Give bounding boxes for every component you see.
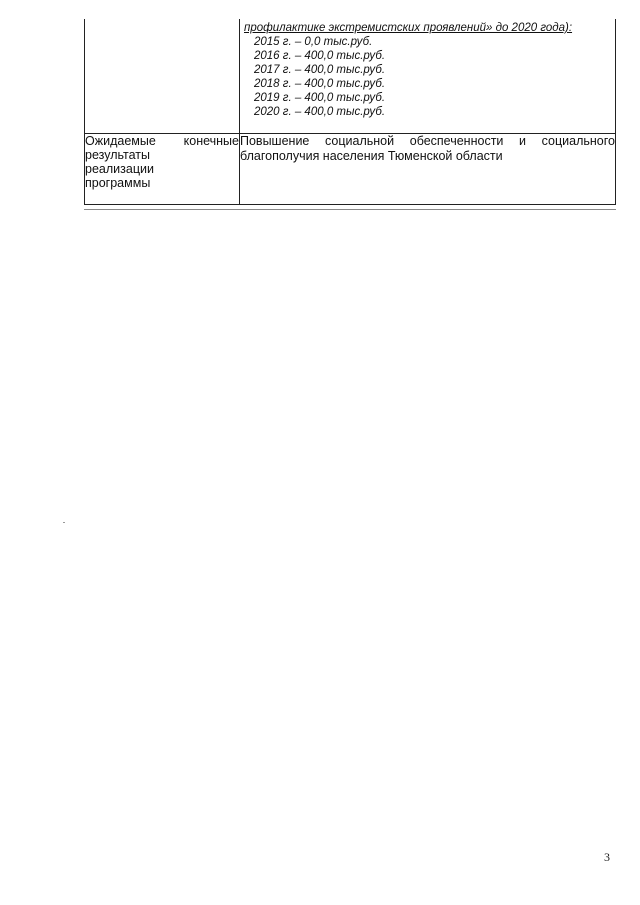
funding-item: 2019 г. – 400,0 тыс.руб. [254,92,386,104]
scan-artifact [63,522,65,523]
funding-item: 2016 г. – 400,0 тыс.руб. [254,50,386,62]
label-line: Ожидаемые конечные [85,134,239,148]
empty-label-cell [85,19,240,134]
funding-heading: профилактике экстремистских проявлений» до 2020 года): [244,22,573,34]
label-line: программы [85,176,151,190]
funding-cell [240,19,616,134]
expected-results-value [240,134,616,205]
funding-item: 2017 г. – 400,0 тыс.руб. [254,64,386,76]
page-number: 3 [604,850,610,864]
label-line: реализации [85,162,154,176]
expected-results-row [85,134,616,205]
label-line: результаты [85,148,150,162]
funding-list [240,35,615,119]
result-line: благополучия населения Тюменской области [240,149,503,163]
funding-item: 2018 г. – 400,0 тыс.руб. [254,78,386,90]
program-passport-table [84,19,616,205]
funding-item: 2015 г. – 0,0 тыс.руб. [254,36,373,48]
funding-item: 2020 г. – 400,0 тыс.руб. [254,106,386,118]
table-bottom-rule [84,209,616,210]
funding-row [85,19,616,134]
result-line: Повышение социальной обеспеченности и социального [240,134,615,148]
expected-results-label [85,134,240,205]
